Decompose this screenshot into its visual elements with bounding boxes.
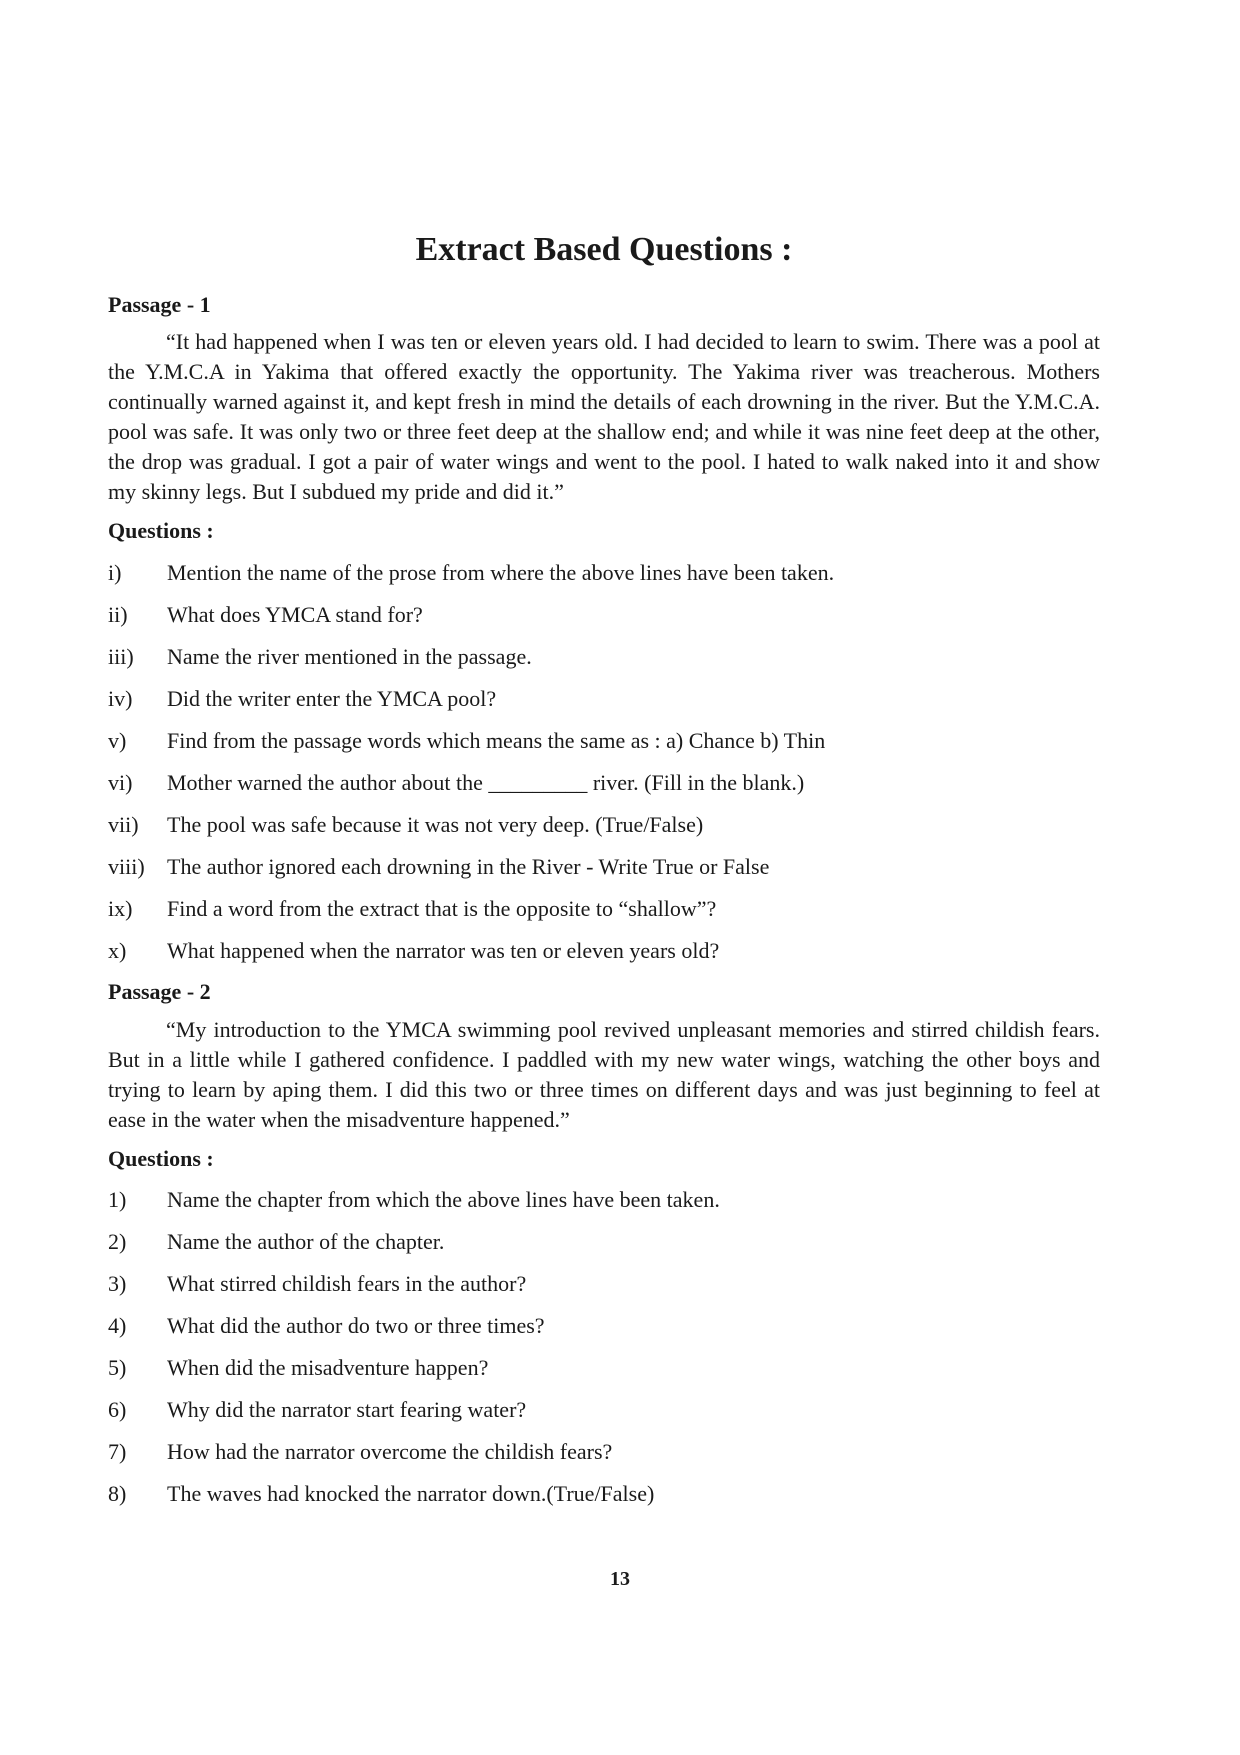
question-text: The waves had knocked the narrator down.(True/False) [167, 1481, 655, 1507]
question-number: 3) [108, 1271, 127, 1297]
question-number: ix) [108, 895, 133, 921]
passage-1-section [108, 291, 1100, 972]
passage-1-heading: Passage - 1 [108, 291, 211, 317]
passage-2-section [108, 978, 1100, 1515]
passage-1-questions-heading: Questions : [108, 518, 214, 544]
question-number: x) [108, 937, 127, 963]
question-text: Name the chapter from which the above lines have been taken. [167, 1187, 720, 1213]
question-text: The pool was safe because it was not very deep. (True/False) [167, 811, 704, 837]
question-number: 4) [108, 1313, 127, 1339]
question-text: What does YMCA stand for? [167, 601, 423, 627]
question-item [108, 888, 1100, 930]
question-text: When did the misadventure happen? [167, 1355, 489, 1381]
passage-2-question-list [108, 1179, 1100, 1515]
question-number: v) [108, 727, 127, 753]
question-number: viii) [108, 853, 145, 879]
question-text: Find a word from the extract that is the opposite to “shallow”? [167, 895, 717, 921]
passage-2-heading: Passage - 2 [108, 978, 211, 1004]
question-item [108, 1389, 1100, 1431]
question-item [108, 1347, 1100, 1389]
question-item [108, 636, 1100, 678]
question-number: vi) [108, 769, 133, 795]
question-number: iii) [108, 643, 134, 669]
question-number: 5) [108, 1355, 127, 1381]
question-item [108, 804, 1100, 846]
passage-1-question-list [108, 552, 1100, 972]
page-number: 13 [610, 1568, 630, 1590]
question-text: What happened when the narrator was ten or eleven years old? [167, 937, 720, 963]
question-number: 1) [108, 1187, 127, 1213]
question-item [108, 720, 1100, 762]
question-text: How had the narrator overcome the childish fears? [167, 1439, 613, 1465]
question-text: Name the river mentioned in the passage. [167, 643, 532, 669]
question-item [108, 1305, 1100, 1347]
question-item [108, 1263, 1100, 1305]
question-number: 2) [108, 1229, 127, 1255]
question-number: i) [108, 559, 122, 585]
question-text: Did the writer enter the YMCA pool? [167, 685, 497, 711]
question-text: Find from the passage words which means the same as : a) Chance b) Thin [167, 727, 826, 753]
question-text: The author ignored each drowning in the River - Write True or False [167, 853, 770, 879]
question-item [108, 594, 1100, 636]
passage-1-text: “It had happened when I was ten or eleven years old. I had decided to learn to swim. There was a pool at the Y.M.C.A in Yakima that offered exactly the opportunity. The Yakima river was treacherous. Mothers continually warned against it, and kept fresh in mind the details of each drowning in the river. But the Y.M.C.A. pool was safe. It was only two or three feet deep at the shallow end; and while it was nine feet deep at the other, the drop was gradual. I got a pair of water wings and went to the pool. I hated to walk naked into it and show my skinny legs. But I subdued my pride and did it.” [108, 329, 1100, 505]
question-item [108, 1473, 1100, 1515]
question-text: What stirred childish fears in the author? [167, 1271, 527, 1297]
question-number: 6) [108, 1397, 127, 1423]
question-item [108, 762, 1100, 804]
question-number: ii) [108, 601, 128, 627]
passage-2-questions-heading: Questions : [108, 1145, 214, 1171]
page-content [108, 230, 1100, 1521]
question-item [108, 678, 1100, 720]
question-item [108, 552, 1100, 594]
question-item [108, 1221, 1100, 1263]
question-number: 8) [108, 1481, 127, 1507]
question-text: Name the author of the chapter. [167, 1229, 445, 1255]
question-item [108, 846, 1100, 888]
passage-2-text: “My introduction to the YMCA swimming pool revived unpleasant memories and stirred childish fears. But in a little while I gathered confidence. I paddled with my new water wings, watching the other boys and trying to learn by aping them. I did this two or three times on different days and was just beginning to feel at ease in the water when the misadventure happened.” [108, 1016, 1100, 1132]
question-item [108, 1179, 1100, 1221]
question-item [108, 930, 1100, 972]
question-text: Mention the name of the prose from where the above lines have been taken. [167, 559, 835, 585]
question-text: Mother warned the author about the _________ river. (Fill in the blank.) [167, 769, 805, 795]
question-item [108, 1431, 1100, 1473]
question-number: iv) [108, 685, 133, 711]
question-number: 7) [108, 1439, 127, 1465]
question-text: What did the author do two or three times? [167, 1313, 545, 1339]
page-title: Extract Based Questions : [415, 231, 793, 268]
question-number: vii) [108, 811, 139, 837]
question-text: Why did the narrator start fearing water? [167, 1397, 527, 1423]
